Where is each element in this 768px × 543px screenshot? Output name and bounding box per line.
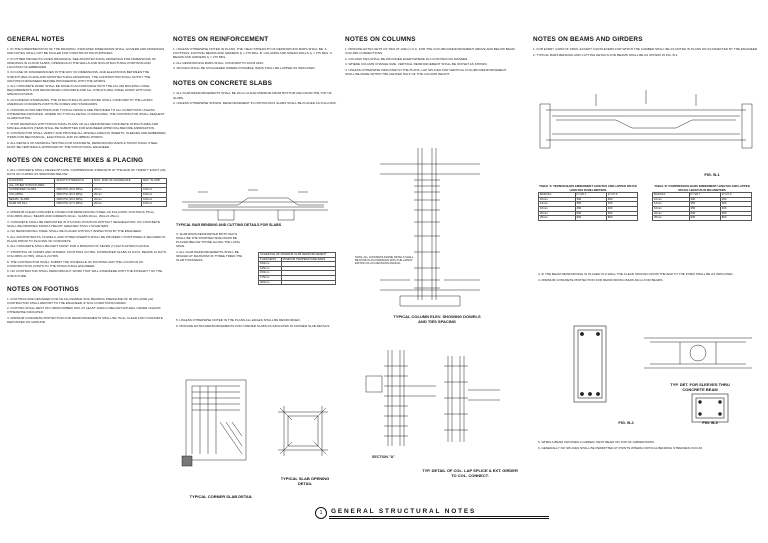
column-dowels-figure <box>370 140 490 310</box>
table-cell: 2500 PSI (17.2 MPa) <box>55 202 93 207</box>
reinforcement-note: 2. ALL REINFORCING BARS SHALL CONFORM TO ASTM A615. <box>173 60 264 65</box>
beam-note: 5. WHEN A BEAM CROSSES A GIRDER, REST BEAM ON TOP OF GIRDER BARS. <box>538 440 655 444</box>
table-cell: 25mm <box>653 216 690 221</box>
slab-note: 6. PROVIDE EXTRA REINFORCEMENTS FOR CORNER SLABS AS INDICATED IN CORNER SLAB DETAILS. <box>176 323 331 328</box>
column-note: 3. WHERE COLUMN CHANGE SIZE, VERTICAL REINFORCEMENT SHALL BE OFFSET AS SHOWN. <box>345 62 488 67</box>
table-cell: 350 <box>689 202 720 207</box>
title-underline <box>329 516 549 517</box>
columns-heading: NOTES ON COLUMNS <box>345 36 416 43</box>
sleeve-detail-caption: TYP. DET. FOR SLEEVES THRU CONCRETE BEAM <box>670 382 730 392</box>
fig-b1-drawing <box>536 80 756 170</box>
table-cell: 12mm <box>539 202 576 207</box>
column-splice-drawing <box>360 346 510 456</box>
column-dowels-caption: TYPICAL COLUMN ELEV. SHOWING DOWELS AND TIES SPACING <box>393 314 481 324</box>
table-cell: 10mm <box>539 197 576 202</box>
beam-note: 1. FOR EVERY 4.00M OF SPAN, EXCEPT CANTILEVERS FOR WHICH THE CAMBER SHALL BE AS NOTED IN PLANS OR AS DIRECTED BY THE ENGINEER. <box>533 47 758 51</box>
general-note: 3. IN CASE OF DISCREPANCIES IN THE WAY OF DIMENSIONS, AND ELEVATIONS BETWEEN THE STRUCTURAL PLANS AND ARCHITECTURAL DRAWINGS, THE CONTRACTOR SHALL NOTIFY THE ARCHITECT/ENGINEER BEFORE PROCEEDING WITH THE WORKS. <box>7 70 151 83</box>
table-a <box>538 192 638 221</box>
footing-note: 1. FOOTINGS ARE DESIGNED FOR AN ALLOWABLE SOIL BEARING PRESSURE OF 96 kPa (2000 psf). CONTRACTOR SHALL REPORT TO THE ENGINEER IF SOIL CONDITIONS DIFFER. <box>7 296 155 305</box>
table-a-block <box>538 185 638 221</box>
table-cell: 300 <box>606 202 637 207</box>
table-cell: 20mm <box>93 202 142 207</box>
sleeve-detail-drawing <box>640 328 756 378</box>
slab-note: 2. UNLESS OTHERWISE SHOWN, REINFORCEMENT IN CONTINUOUS SLABS SHALL BE PLACED AS FOLLOWS. <box>173 101 337 106</box>
table-cell: 600 <box>575 211 606 216</box>
general-note: 7. SHOP DRAWINGS WITH STRUCTURAL PLANS OF ALL REINFORCED CONCRETE STRUCTURES AND MISCELLANEOUS ITEMS SHALL BE SUBMITTED FOR ENGINEER APPROVAL BEFORE FABRICATION. <box>7 121 159 130</box>
corner-slab-caption: TYPICAL CORNER SLAB DETAIL <box>189 494 253 499</box>
slab-note: 1. ALL SLAB REINFORCEMENTS SHALL BE 20mm CLEAR MINIMUM FROM BOTTOM AND FROM THE TOP OF SLABS. <box>173 91 332 100</box>
slab-detail-title: TYPICAL BAR BENDING AND CUTTING DETAILS FOR SLABS <box>176 223 282 227</box>
table-header: BAR DIA. <box>539 193 576 198</box>
table-cell: 3000 PSI (20.6 MPa) <box>55 188 93 193</box>
sleeve-detail-figure <box>640 328 756 378</box>
beam-final-notes <box>538 440 756 500</box>
slab-note: 3. SLAB BARS REINFORCED BOTH WAYS SHALL BE THE SHORTER SPAN BARS BE PLACED BELOW THOSE ALONG THE LONG SPAN. <box>176 232 241 249</box>
table-cell: 20mm <box>653 211 690 216</box>
table-header: 28 DAYS STRENGTH <box>55 179 93 184</box>
table-header: fc'=27.6 <box>606 193 637 198</box>
beams-heading: NOTES ON BEAMS AND GIRDERS <box>533 36 643 43</box>
table-header: MAX. SLUMP <box>141 179 166 184</box>
general-note: 6. CONSTRUCTION METHODS AND TYPICAL DETAILS ARE PROVIDED TO ALL CONDITIONS UNLESS OTHERWISE INDICATED. WHERE NO TYPICAL DETAIL IS INDICATED, THE CONTRACTOR SHALL REQUEST CLARIFICATION. <box>7 107 165 120</box>
concrete-note: 6. ALL CONCRETE SHALL BE KEPT MOIST FOR A MINIMUM OF SEVEN (7) DAYS AFTER PLACING. <box>7 244 150 249</box>
table-cell: 20mm <box>539 211 576 216</box>
table-cell: 100mm <box>259 262 282 267</box>
table-cell: 175mm <box>259 275 282 280</box>
table-cell: 20mm <box>93 197 142 202</box>
table-cell: 100mm <box>141 202 166 207</box>
general-note: 1. IN THE INTERPRETATION OF THE DRAWING, INDICATED DIMENSIONS SHALL GOVERN AND DRAWINGS AND NOTES SHALL NOT BE SCALED FOR CONSTRUCTION PURPOSES. <box>7 47 165 56</box>
concrete-note: 3. CONCRETE SHALL BE DEPOSITED IN ITS FINAL POSITION WITHOUT SEGREGATION. NO CONCRETE SHALL BE DROPPED FROM A HEIGHT GREATER THAN 1.50 METERS. <box>7 219 160 228</box>
table-b-title: TABLE 'B' COMPRESSION BARS EMBEDMENT LENGTHS AND LAPPED SPLICE LENGTHS IN MILLIMETERS <box>654 184 750 192</box>
general-note: 2. IN OTHER PROJECTS GIVEN DRAWINGS, SEE ARCHITECTURAL DRAWINGS FOR DIMENSIONS OF OPENINGS IN FLOOR SLABS, OPENINGS IN THE WALLS AND NON-STRUCTURAL PORTIONS AND LOCATION OF EMBEDDED. <box>7 56 157 69</box>
table-cell: 100mm <box>141 188 166 193</box>
slab-notes-continued <box>176 232 246 312</box>
concrete-note: 9. NO CONTRACTOR SHALL PERFORM ANY WORK THAT WILL INTERFERE WITH THE INTEGRITY OF THE STRUCTURE. <box>7 269 163 278</box>
table-header: fc'=20.7 <box>575 193 606 198</box>
table-cell: 125mm <box>259 266 282 271</box>
slab-bar-bending-drawing <box>178 172 338 222</box>
table-cell: 3000 PSI (20.6 MPa) <box>55 197 93 202</box>
table-header: MAX. SIZE OF AGGREGATE <box>93 179 142 184</box>
column-frame-note: NOTE: ALL CONCRETE FRAME DETAILS SHALL BE DONE IN ACCORDANCE WITH THE LATEST EDITION OF ACI DETAILING MANUAL. <box>355 256 414 266</box>
column-splice-figure <box>360 346 510 456</box>
table-row <box>539 216 638 221</box>
table-cell: 16mm <box>653 206 690 211</box>
concrete-note: 2. MINIMUM CLEAR CONCRETE COVER FOR REINFORCING STEEL AS FOLLOWS: FOOTINGS 75mm, COLUMNS 40mm, BEAMS AND GIRDERS 40mm, SLABS 20mm, WALLS 25mm. <box>7 209 156 218</box>
beam-note: 4. MINIMUM CONCRETE PROTECTION FOR REINFORCING BARS 40mm FOR BEAMS. <box>538 277 664 282</box>
sheet-title: GENERAL STRUCTURAL NOTES <box>331 508 477 515</box>
slab-opening-figure <box>272 400 338 470</box>
table-cell: 150mm <box>259 271 282 276</box>
table-cell: 900 <box>575 216 606 221</box>
slab-bar-bending-figure <box>178 172 338 222</box>
table-cell: SLAB ON FILL <box>8 202 55 207</box>
table-cell: 300 <box>720 197 751 202</box>
table-cell: 16mm <box>539 206 576 211</box>
table-cell: 3000 PSI (20.6 MPa) <box>55 193 93 198</box>
table-cell: 450 <box>689 206 720 211</box>
column-note: 4. UNLESS OTHERWISE INDICATED IN THE PLANS, LAP SPLICES FOR VERTICAL COLUMN REINFORCEMENT SHALL BE MADE WITHIN THE CENTER HALF OF THE COLUMN HEIGHT. <box>345 67 507 76</box>
fig-b3-caption: FIG. B-3 <box>702 420 718 425</box>
beam-note: 6. GENERALLY NO SPLICES SHALL BE PERMITTED AT POINTS WHERE CRITICAL BENDING STRESSES OCCUR. <box>538 445 703 450</box>
reinforcement-note: 1. UNLESS OTHERWISE NOTED IN PLANS, THE YIELD STRENGTH OF REINFORCING BARS SHALL BE: A. FOOTINGS, FOOTING BEAMS AND GRIDERS fy = 275 MPa. B. COLUMNS AND SHEAR WALLS fy = 275 MPa. C. BEAMS AND GIRDERS fy = 275 MPa. <box>173 47 333 60</box>
table-b <box>652 192 752 221</box>
section-a-label: SECTION "A" <box>372 455 395 459</box>
footing-note: 2. FOOTING SHALL REST ON UNDISTURBED SOIL AT LEAST 1000mm BELOW NATURAL GRADE UNLESS OTHERWISE INDICATED. <box>7 306 161 315</box>
fig-b1-caption: FIG. B-1 <box>704 172 720 177</box>
title-underline-thin <box>329 518 549 519</box>
table-cell: 500 <box>606 211 637 216</box>
slab-note: 4. ALL SLAB REINFORCEMENTS SHALL BE SPACED AT MAXIMUM OF THREE TIMES THE SLAB THICKNESS. <box>176 249 243 263</box>
table-row <box>653 216 752 221</box>
table-cell: 20mm <box>93 188 142 193</box>
concrete-note: 4. NO REINFORCING STEEL SHALL BE PLACED WITHOUT INSPECTION BY THE ENGINEER. <box>7 229 142 234</box>
table-cell: 300 <box>689 197 720 202</box>
table-cell <box>281 280 335 285</box>
table-cell: 300 <box>720 202 751 207</box>
table-cell: 300 <box>575 197 606 202</box>
table-header-row <box>259 257 336 262</box>
table-cell: 20mm <box>93 193 142 198</box>
table-title: SCHEDULE OF MINIMUM SLAB REINFORCEMENT <box>259 253 336 258</box>
table-header: fc'=20.7 <box>689 193 720 198</box>
slab-note: 5. UNLESS OTHERWISE NOTED IN THE PLANS ALL EDGES SHALL BE REINFORCED. <box>176 318 301 322</box>
sheet-number: 1 <box>315 507 327 519</box>
concrete-slabs-heading: NOTES ON CONCRETE SLABS <box>173 80 273 88</box>
concrete-note: 5. ALL ANCHOR BOLTS, DOWELS, AND OTHER INSERTS SHALL BE PROPERLY POSITIONED & SECURED IN PLACE PRIOR TO PLACING OF CONCRETE. <box>7 234 166 243</box>
concrete-mixes-intro: 1. ALL CONCRETE SHALL DEVELOP A MIN. COMPRESSIVE STRENGTH AT THE END OF TWENTY EIGHT (28) DAYS OF CURING AS SPECIFIED BELOW. <box>7 168 166 177</box>
concrete-strength-table <box>7 178 167 207</box>
general-notes-heading: GENERAL NOTES <box>7 36 65 43</box>
table-b-block <box>652 185 752 221</box>
table-cell: 800 <box>720 216 751 221</box>
table-cell: 450 <box>575 206 606 211</box>
table-header: THICKNESS <box>259 257 282 262</box>
beams-notes-column <box>533 36 758 76</box>
beam-more-notes <box>538 272 756 322</box>
table-cell: BEAMS, SLABS <box>8 197 55 202</box>
table-cell: 100mm <box>141 197 166 202</box>
corner-slab-drawing <box>180 362 260 472</box>
table-row <box>259 280 336 285</box>
concrete-mixes-heading: NOTES ON CONCRETE MIXES & PLACING <box>7 157 144 165</box>
table-cell: 400 <box>720 206 751 211</box>
table-cell: 900 <box>689 216 720 221</box>
column-splice-caption: TYP. DETAIL OF COL. LAP SPLICE & EXT. GIRDER TO COL. CONNECT. <box>422 468 518 478</box>
general-note: 8. CONTRACTOR SHALL VERIFY AND PROVIDE ALL MISCELLANEOUS INSERTS, SLEEVES AND EMBEDDED ITEMS FOR MECHANICAL, ELECTRICAL AND PLUMBING WORKS. <box>7 131 166 140</box>
fig-b2-caption: FIG. B-2 <box>618 420 634 425</box>
table-header: MINIMUM TEMPERATURE BARS <box>281 257 335 262</box>
beam-elevation-drawing <box>536 80 756 170</box>
table-cell: 25mm <box>539 216 576 221</box>
table-cell: 10mm <box>653 197 690 202</box>
footings-heading: NOTES ON FOOTINGS <box>7 285 79 293</box>
table-cell: COLUMNS <box>8 193 55 198</box>
table-a-title: TABLE 'A' TENSION BARS EMBEDMENT LENGTHS AND LAPPED SPLICE LENGTHS IN MILLIMETERS <box>539 184 637 192</box>
table-header: BAR DIA. <box>653 193 690 198</box>
table-cell: ALL OTHER STRUCTURES <box>8 183 55 188</box>
table-row <box>8 202 167 207</box>
columns-notes-column <box>345 36 515 146</box>
table-cell: 350 <box>575 202 606 207</box>
sheet-title-bar <box>315 507 555 517</box>
table-cell: 300 <box>606 197 637 202</box>
concrete-note: 8. THE CONTRACTOR SHALL SUBMIT THE SCHEDULE OF POURING AND THE LOCATION OF CONSTRUCTION JOINTS TO THE STRUCTURAL ENGINEER. <box>7 259 144 268</box>
table-cell: 400 <box>606 206 637 211</box>
fig-b2-drawing <box>560 320 620 410</box>
table-cell: 12mm <box>653 202 690 207</box>
general-note: 9. ALL DETAILS OF MATERIAL TESTING FOR CONCRETE, REINFORCING BARS & STRUCTURAL STEEL MUST BE CERTIFIED & APPROVED BY THE STRUCTURAL ENGINEER. <box>7 140 158 149</box>
corner-slab-figure <box>180 362 260 472</box>
column-note: 1. PROVIDE EXTRA SETS OF TIES AT 100mm O.C. FOR THE COLUMN REINFORCEMENT ABOVE AND BELOW BEAM COLUMN CONNECTIONS. <box>345 47 515 56</box>
reinforcement-note: 3. SPLICES SHALL BE STAGGERED WHERE POSSIBLE. BARS SHALL BE LAPPED AS INDICATED. <box>173 66 316 71</box>
table-cell: 500 <box>720 211 751 216</box>
slab-opening-drawing <box>272 400 338 470</box>
slab-more-notes <box>176 318 336 358</box>
table-header: LOCATION <box>8 179 55 184</box>
table-cell: 600 <box>689 211 720 216</box>
table-cell: 100mm <box>141 193 166 198</box>
column-dowels-drawing <box>370 140 490 310</box>
footing-note: 3. MINIMUM CONCRETE PROTECTION FOR REINFORCEMENTS SHALL BE 75mm CLEAR FOR CONCRETE DEPOSITED ON GROUND. <box>7 316 163 325</box>
general-note: 4. ALL CONCRETE WORK SHALL BE DONE IN ACCORDANCE WITH THE ACI-318 BUILDING CODE REQUIREMENTS FOR REINFORCED CONCRETE AND ALL STRUCTURAL STEEL WORK WITH AISC SPECIFICATIONS. <box>7 84 152 97</box>
beam-note: 3. IF THE BEAM REINFORCING IS PLACED IN A WALL THE CLEAR SPACING FROM THE BAR TO THE FORM SHALL BE AS INDICATED. <box>538 272 734 276</box>
slab-opening-caption: TYPICAL SLAB OPENING DETAIL <box>280 476 330 486</box>
table-cell: 200mm <box>259 280 282 285</box>
table-header: fc'=27.6 <box>720 193 751 198</box>
general-notes-list <box>7 47 167 149</box>
column-note: 2. COLUMN TIES SHALL BE PROVIDED EVERYWHERE IN A CONTINUOUS MANNER. <box>345 56 469 61</box>
reinforcement-heading: NOTES ON REINFORCEMENT <box>173 36 269 43</box>
beam-section-b2 <box>560 320 620 410</box>
general-notes-column <box>7 36 167 501</box>
beam-note: 2. TYPICAL BARS BENDING AND CUTTING DETAILS FOR BEAMS SHALL BE AS SHOWN IN FIG. B-1. <box>533 52 679 57</box>
concrete-note: 7. STRIPPING OF FORMS AND SHORES: FOOTINGS 24 HRS, SUSPENDED SLABS 14 DAYS, BEAMS 14 DAYS, COLUMNS 24 HRS, WALLS 24 HRS. <box>7 250 167 259</box>
table-cell: 800 <box>606 216 637 221</box>
slab-schedule-table <box>258 252 336 285</box>
table-cell: SUSPENDED SLABS <box>8 188 55 193</box>
general-note: 5. AS FOREIGN STANDARDS, THE STRUCTURAL PLANS NOTED SHALL CONFORM TO THE LATEST AMERICAN CONCRETE INSTITUTE CODES AND STANDARDS. <box>7 98 153 107</box>
